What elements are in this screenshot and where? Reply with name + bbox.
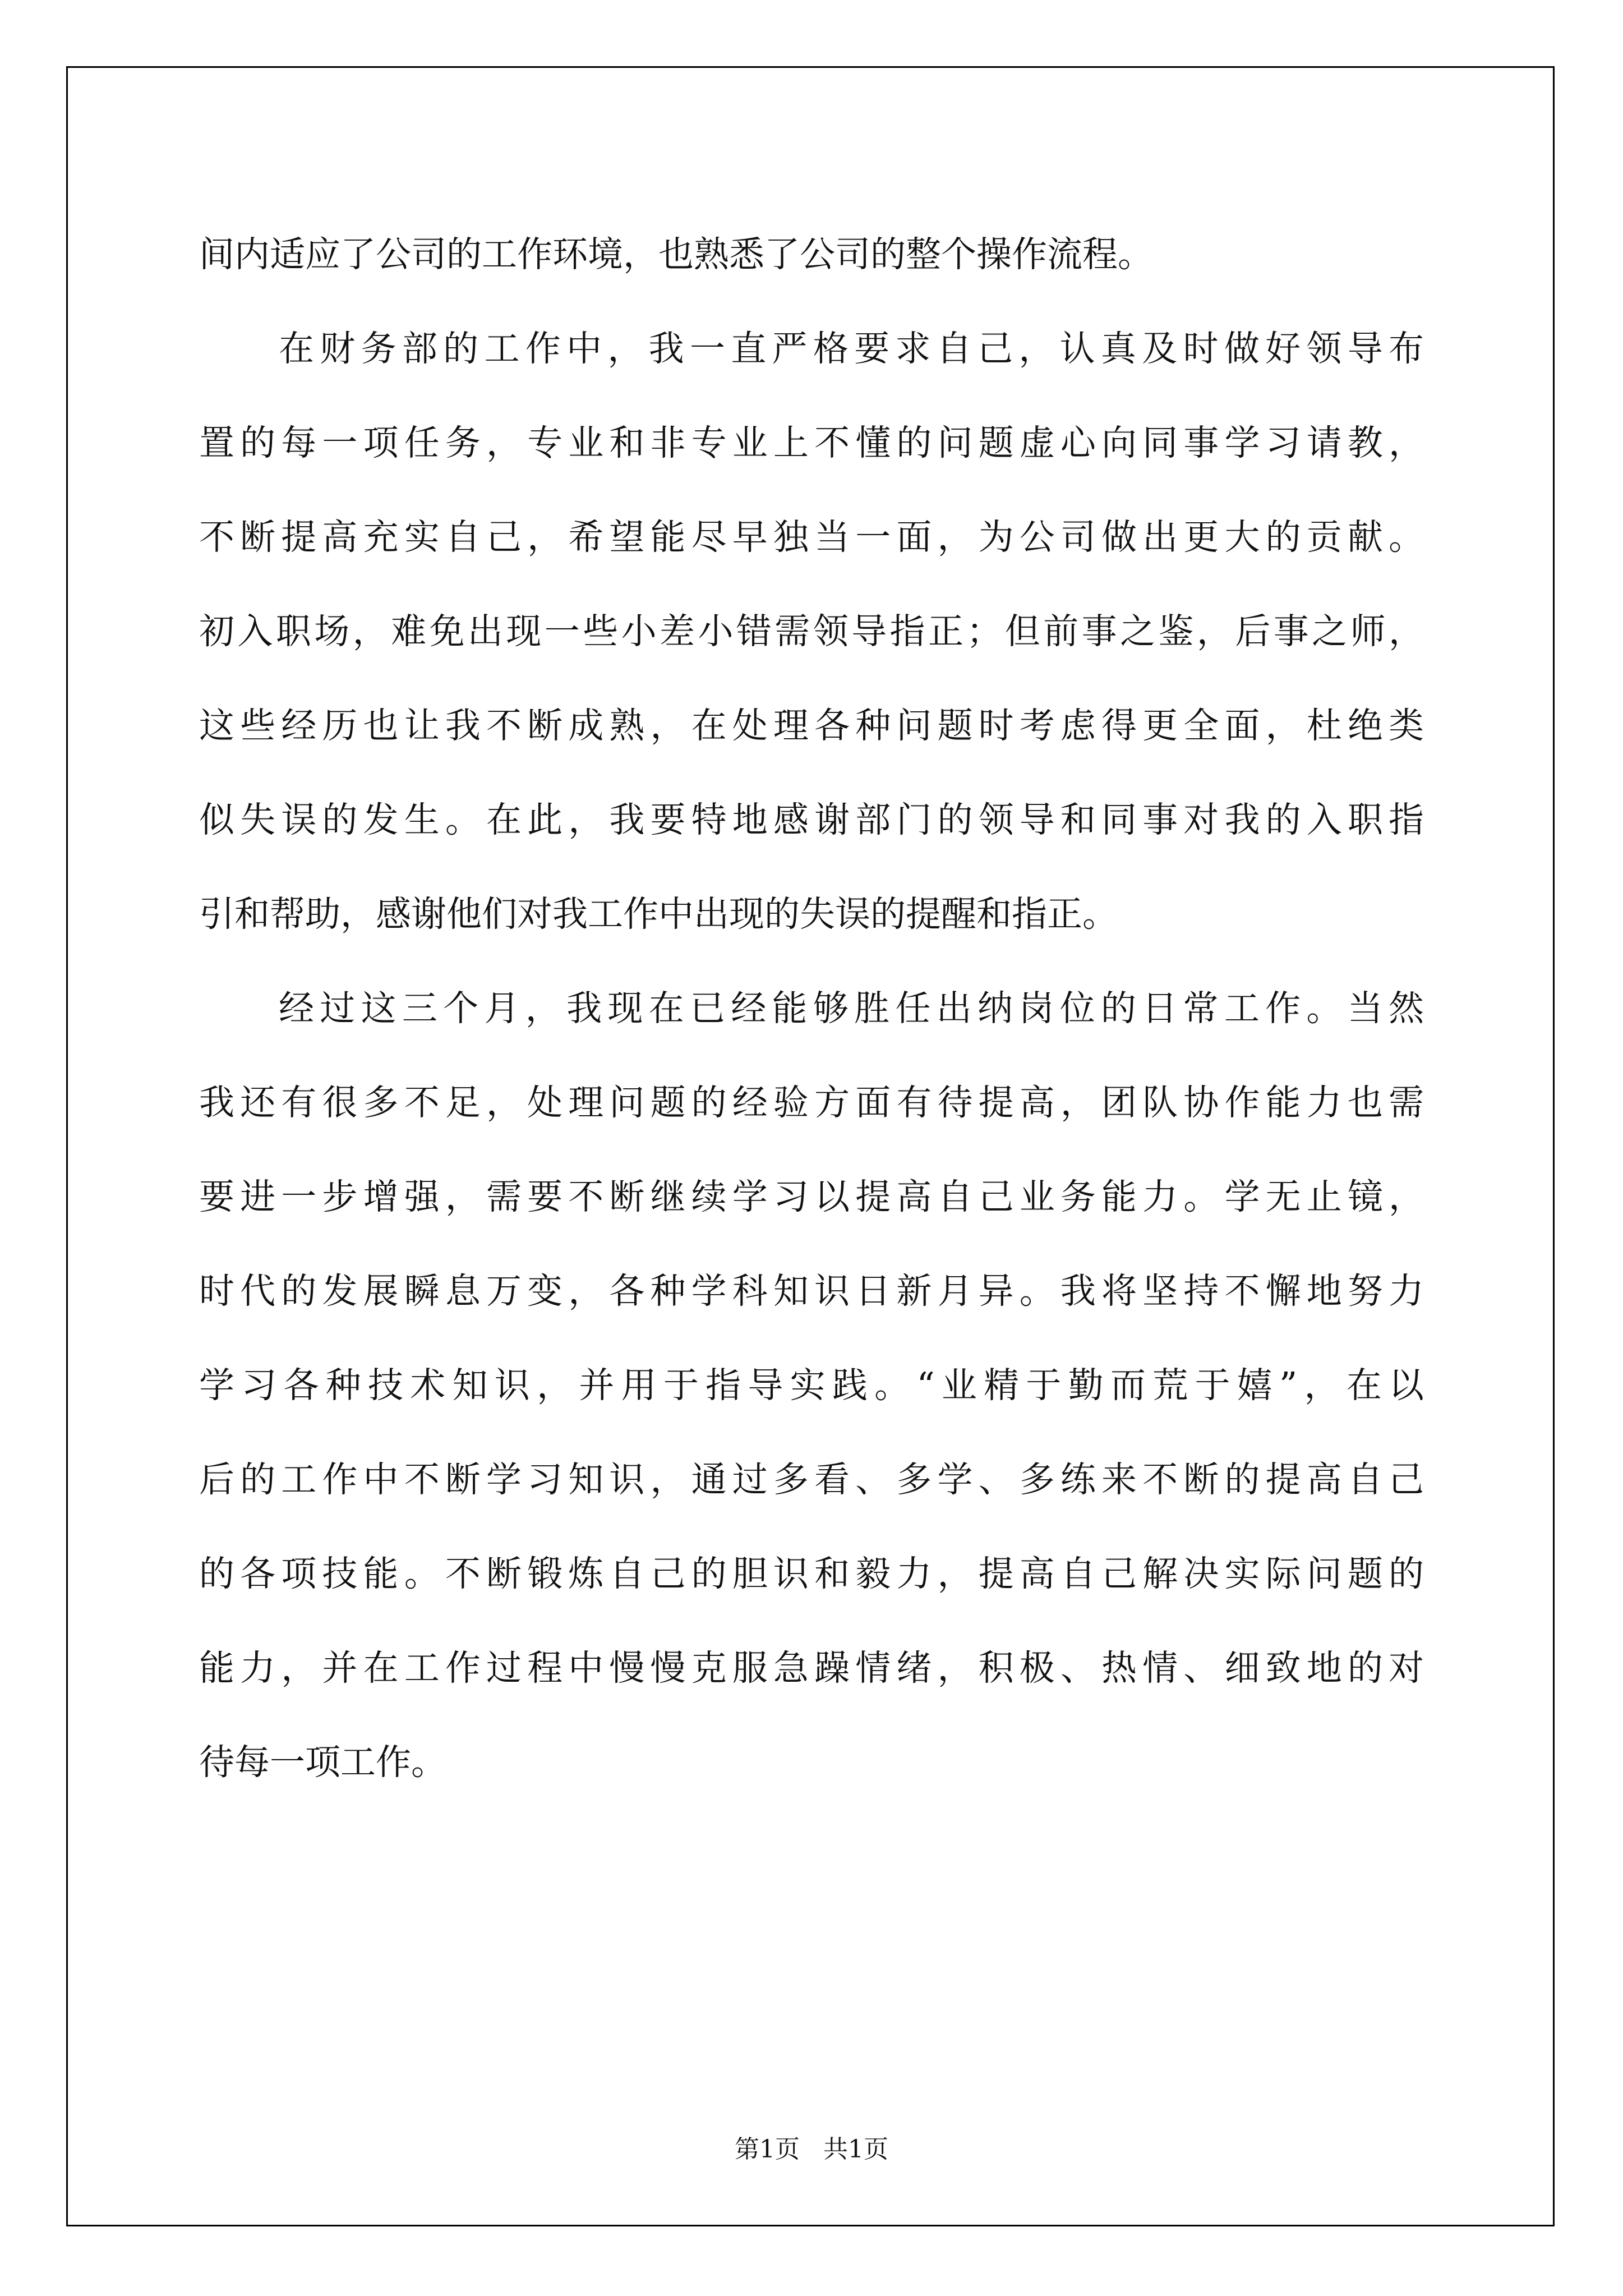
text-line: 要进一步增强，需要不断继续学习以提高自己业务能力。学无止镜， <box>199 1176 1424 1217</box>
text-line: 后的工作中不断学习知识，通过多看、多学、多练来不断的提高自己 <box>199 1459 1424 1500</box>
text-line: 时代的发展瞬息万变，各种学科知识日新月异。我将坚持不懈地努力 <box>199 1271 1424 1312</box>
text-line: 初入职场，难免出现一些小差小错需领导指正；但前事之鉴，后事之师， <box>199 611 1424 652</box>
text-line: 能力，并在工作过程中慢慢克服急躁情绪，积极、热情、细致地的对 <box>199 1648 1424 1688</box>
text-line: 置的每一项任务，专业和非专业上不懂的问题虚心向同事学习请教， <box>199 422 1424 463</box>
text-line: 似失误的发生。在此，我要特地感谢部门的领导和同事对我的入职指 <box>199 799 1424 840</box>
text-line: 的各项技能。不断锻炼自己的胆识和毅力，提高自己解决实际问题的 <box>199 1553 1424 1594</box>
text-line: 不断提高充实自己，希望能尽早独当一面，为公司做出更大的贡献。 <box>199 517 1424 558</box>
text-line: 在财务部的工作中，我一直严格要求自己，认真及时做好领导布 <box>279 328 1424 369</box>
text-line: 学习各种技术知识，并用于指导实践。“业精于勤而荒于嬉”，在以 <box>199 1365 1424 1406</box>
text-line: 我还有很多不足，处理问题的经验方面有待提高，团队协作能力也需 <box>199 1082 1424 1123</box>
text-line: 这些经历也让我不断成熟，在处理各种问题时考虑得更全面，杜绝类 <box>199 705 1424 746</box>
text-line: 经过这三个月，我现在已经能够胜任出纳岗位的日常工作。当然 <box>279 988 1424 1029</box>
text-line: 间内适应了公司的工作环境，也熟悉了公司的整个操作流程。 <box>199 234 1153 275</box>
document-body <box>199 208 1424 1810</box>
page-number-footer: 第1页 共1页 <box>735 2135 888 2164</box>
text-line: 引和帮助，感谢他们对我工作中出现的失误的提醒和指正。 <box>199 894 1118 935</box>
text-line: 待每一项工作。 <box>199 1742 446 1783</box>
